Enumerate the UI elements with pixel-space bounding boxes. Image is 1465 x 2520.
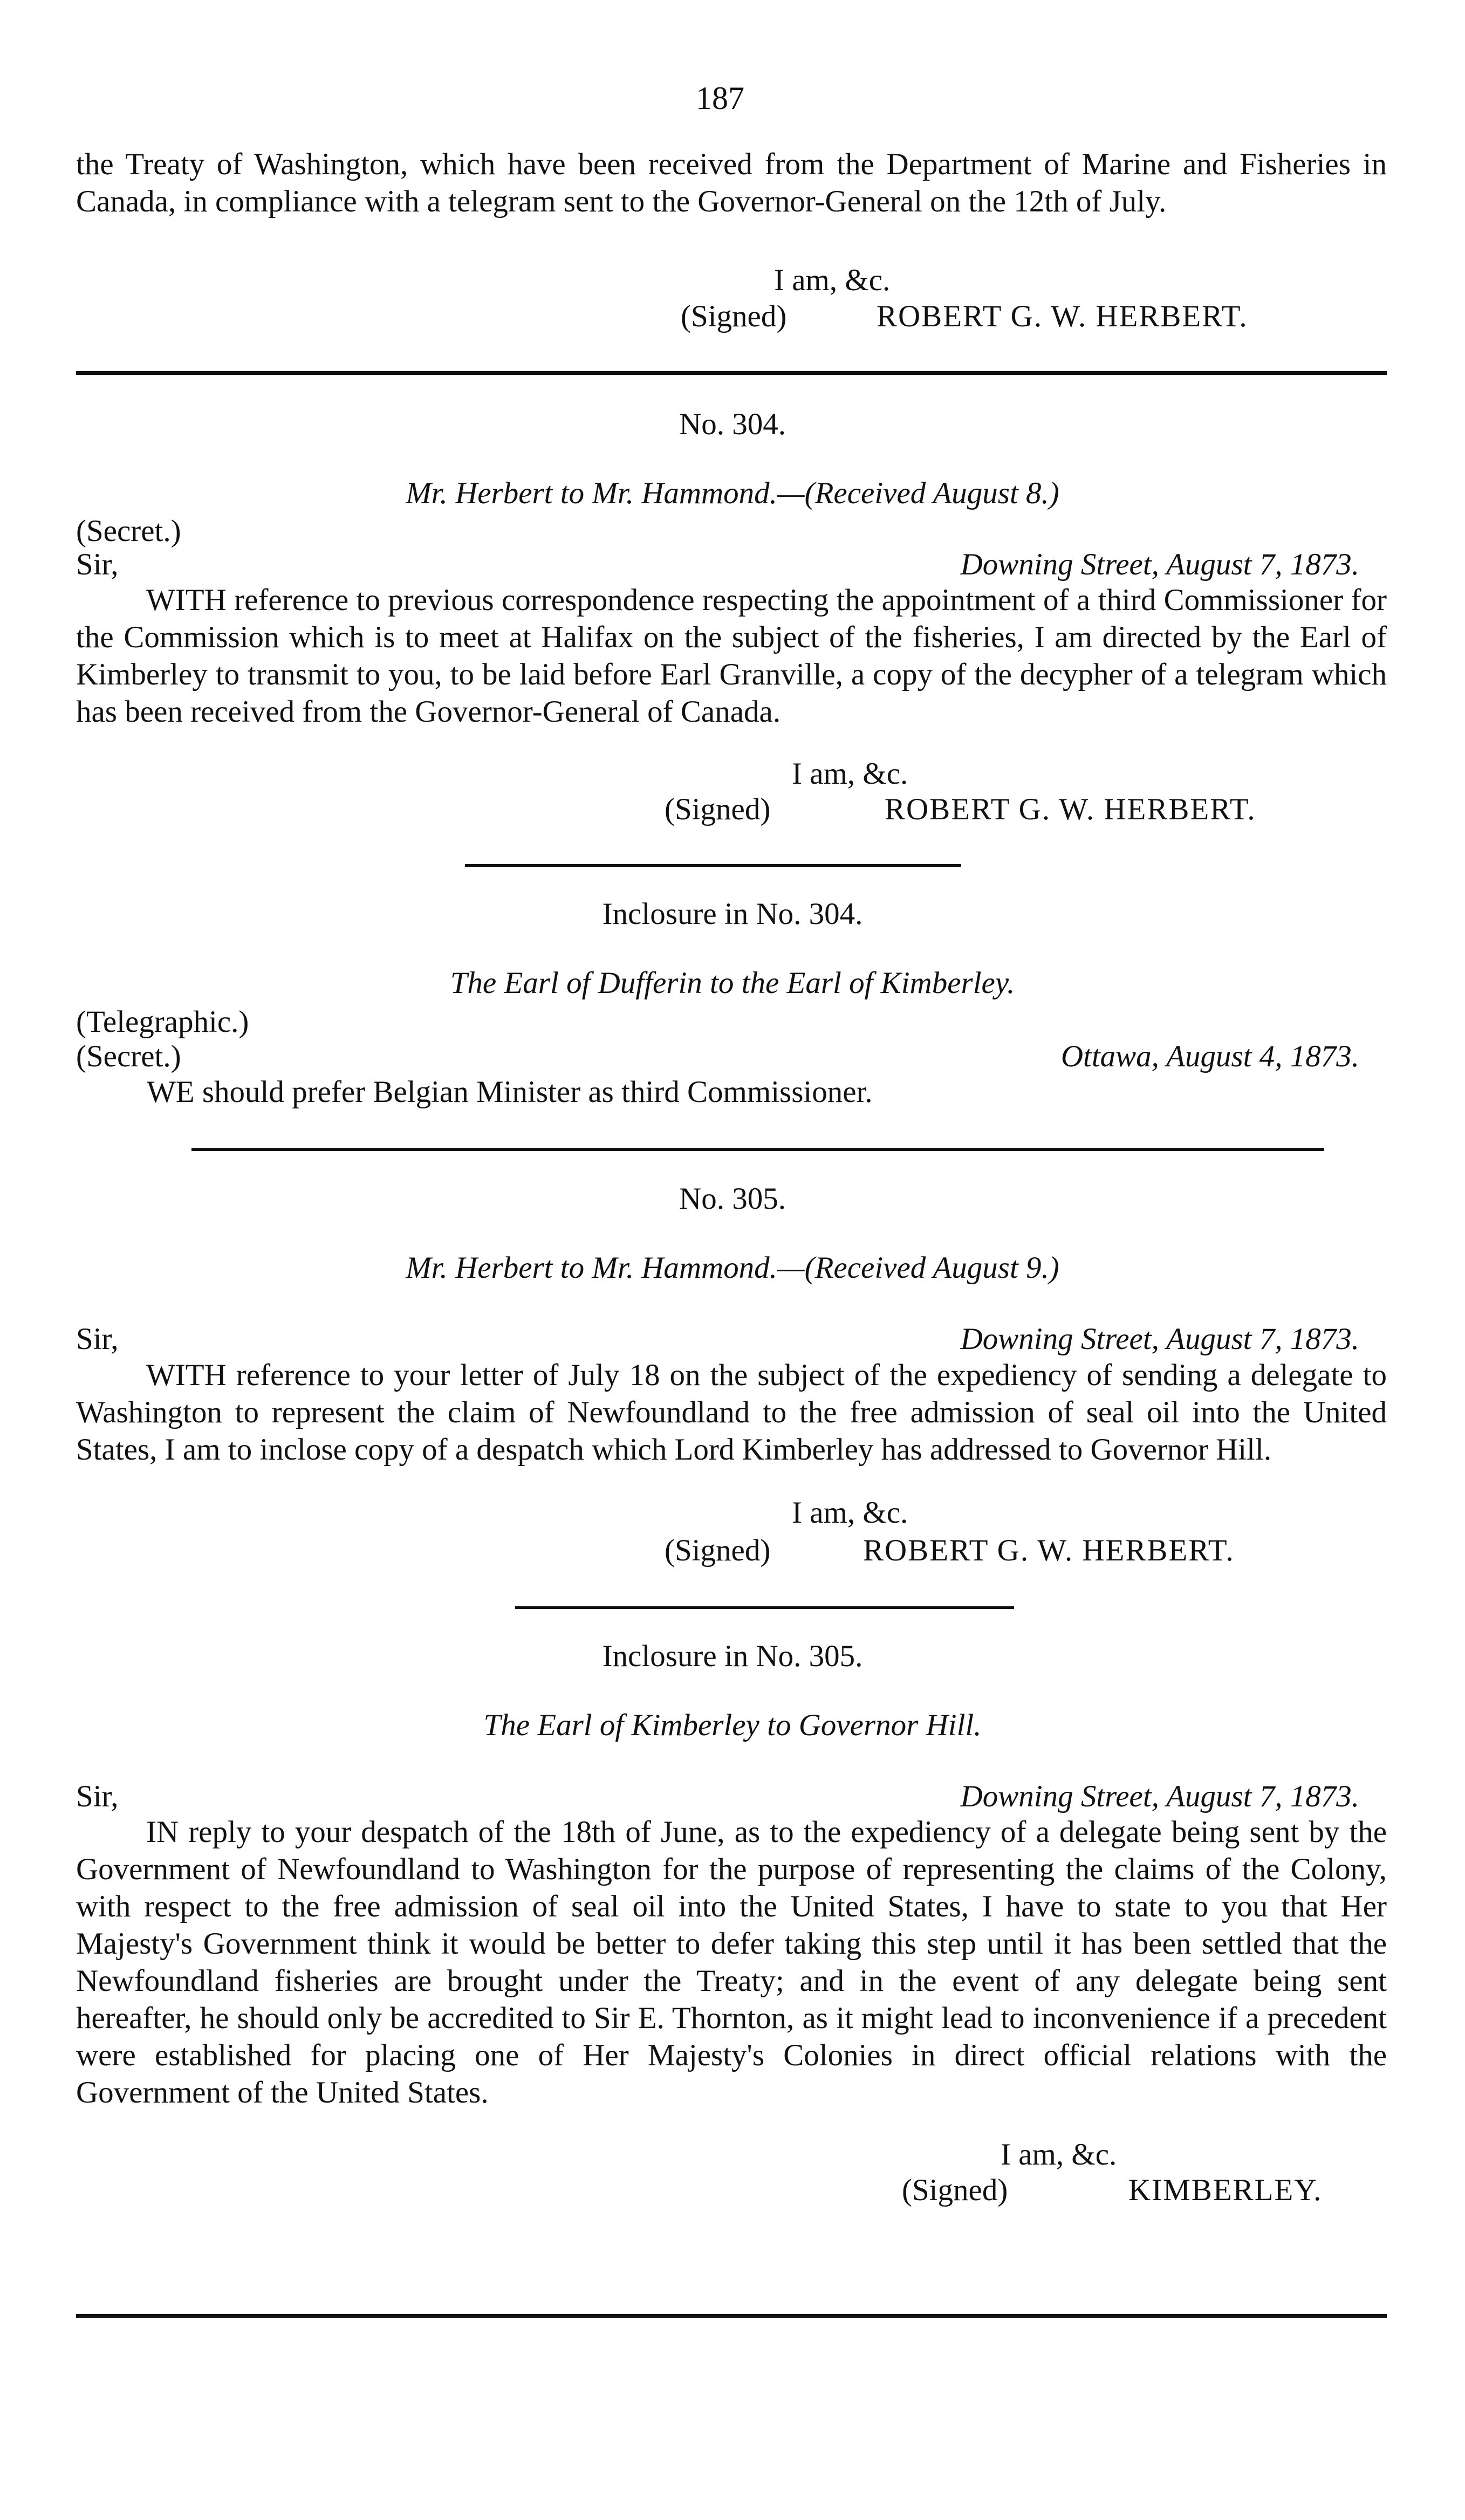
doc305-number: No. 305.: [679, 1182, 786, 1216]
short-divider: [515, 1606, 1014, 1609]
incl305-salutation: Sir,: [76, 1779, 119, 1813]
incl305-signatory: KIMBERLEY.: [1128, 2173, 1323, 2207]
short-divider: [465, 864, 961, 867]
doc304-closing: I am, &c.: [792, 757, 908, 791]
incl305-number: Inclosure in No. 305.: [602, 1639, 863, 1673]
incl304-heading: The Earl of Dufferin to the Earl of Kimberley.: [450, 966, 1015, 1000]
doc305-signed-label: (Signed): [665, 1533, 771, 1567]
continuation-signatory: ROBERT G. W. HERBERT.: [877, 299, 1248, 333]
section-divider: [191, 1148, 1324, 1151]
doc304-signed-label: (Signed): [665, 792, 771, 826]
incl304-body: WE should prefer Belgian Minister as third Commissioner.: [147, 1075, 873, 1109]
incl305-body: IN reply to your despatch of the 18th of June, as to the expediency of a delegate being sent by the Government of Newfoundland to Washington for the purpose of representing the claims of the Colony, with respect to the free admission of seal oil into the United States, I have to state to you that Her Majesty's Government think it would be better to defer taking this step until it has been settled that the Newfoundland fisheries are brought under the Treaty; and in the event of any delegate being sent hereafter, he should only be accredited to Sir E. Thornton, as it might lead to inconvenience if a precedent were established for placing one of Her Majesty's Colonies in direct official relations with the Government of the United States.: [76, 1815, 1387, 2110]
continuation-text: the Treaty of Washington, which have been received from the Department of Marine and Fisheries in Canada, in compliance with a telegram sent to the Governor-General on the 12th of July.: [76, 147, 1387, 218]
incl304-dateline: Ottawa, August 4, 1873.: [1060, 1039, 1359, 1073]
doc304-body: WITH reference to previous correspondence respecting the appointment of a third Commissioner for the Commission which is to meet at Halifax on the subject of the fisheries, I am directed by the Earl of Kimberley to transmit to you, to be laid before Earl Granville, a copy of the decypher of a telegram which has been received from the Governor-General of Canada.: [76, 583, 1387, 729]
continuation-paragraph: [76, 146, 1387, 220]
incl304-classification: (Secret.): [76, 1039, 181, 1073]
doc304-heading: Mr. Herbert to Mr. Hammond.—(Received August 8.): [406, 476, 1059, 510]
incl304-mode: (Telegraphic.): [76, 1005, 249, 1039]
doc305-body: WITH reference to your letter of July 18 on the subject of the expediency of sending a delegate to Washington to represent the claim of Newfoundland to the free admission of seal oil into the United States, I am to inclose copy of a despatch which Lord Kimberley has addressed to Governor Hill.: [76, 1358, 1387, 1467]
incl305-heading: The Earl of Kimberley to Governor Hill.: [483, 1708, 982, 1742]
section-divider: [76, 371, 1387, 375]
doc305-closing: I am, &c.: [792, 1496, 908, 1530]
incl305-dateline: Downing Street, August 7, 1873.: [960, 1779, 1359, 1813]
doc304-salutation: Sir,: [76, 547, 119, 581]
incl305-body-paragraph: [76, 1813, 1387, 2111]
doc305-salutation: Sir,: [76, 1322, 119, 1356]
doc305-dateline: Downing Street, August 7, 1873.: [960, 1322, 1359, 1356]
page-number: 187: [696, 80, 744, 116]
doc305-signatory: ROBERT G. W. HERBERT.: [863, 1533, 1235, 1567]
doc304-classification: (Secret.): [76, 514, 181, 548]
doc305-heading: Mr. Herbert to Mr. Hammond.—(Received August 9.): [406, 1251, 1059, 1285]
doc304-signatory: ROBERT G. W. HERBERT.: [885, 792, 1256, 826]
incl305-closing: I am, &c.: [1001, 2138, 1117, 2172]
doc304-body-paragraph: [76, 581, 1387, 730]
continuation-signed-label: (Signed): [681, 299, 787, 333]
doc304-dateline: Downing Street, August 7, 1873.: [960, 547, 1359, 581]
incl304-number: Inclosure in No. 304.: [602, 897, 863, 931]
continuation-closing: I am, &c.: [774, 263, 891, 297]
doc304-number: No. 304.: [679, 407, 786, 441]
bottom-divider: [76, 2314, 1387, 2318]
doc305-body-paragraph: [76, 1357, 1387, 1468]
incl305-signed-label: (Signed): [902, 2173, 1008, 2207]
